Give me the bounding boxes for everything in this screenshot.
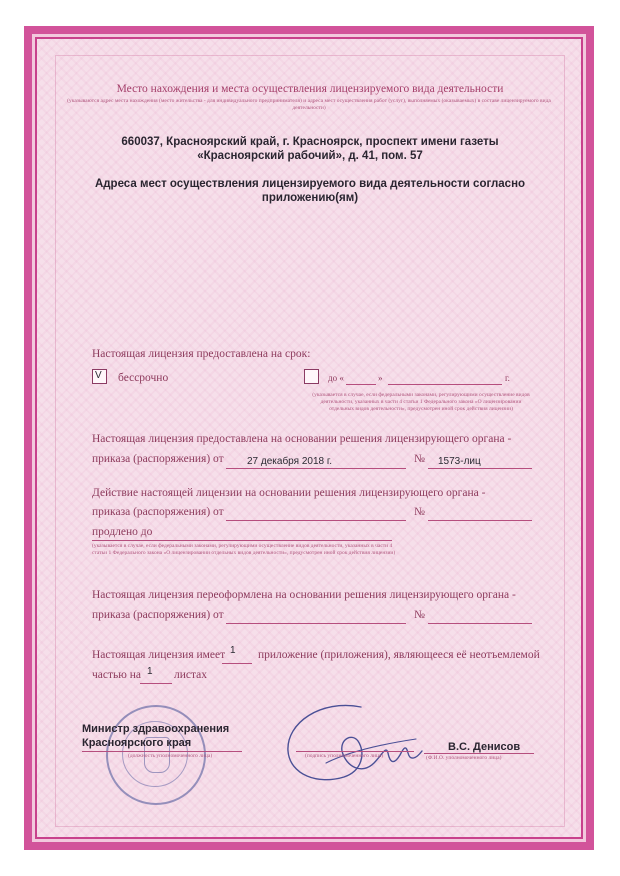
signer-position-line-2: Красноярского края [82,737,192,749]
location-heading: Место нахождения и места осуществления лицензируемого вида деятельности [116,83,504,95]
address-line-1: 660037, Красноярский край, г. Красноярск, проспект имени газеты [121,136,499,148]
extension-order-label: приказа (распоряжения) от [92,506,224,518]
handwritten-signature [266,693,436,793]
places-line-2: приложению(ям) [261,192,359,204]
attachments-suffix: приложение (приложения), являющееся её неотъемлемой [258,649,540,661]
address-line-2: «Красноярский рабочий», д. 41, пом. 57 [197,150,423,162]
attachments-count: 1 [230,645,236,656]
until-mid: » [378,373,383,383]
extension-line-1: Действие настоящей лицензии на основании решения лицензирующего органа - [92,487,486,499]
location-note: (указываются адрес места нахождения (место жительства - для индивидуального предпринимателя) и адреса мест осуществления работ (услуг), выполняемых (оказываемых) в составе лицензируемого вида деятельности) [67,98,551,111]
name-note: (Ф.И.О. уполномоченного лица) [426,755,502,761]
signer-name: В.С. Денисов [448,741,521,753]
basis-number: 1573-лиц [438,456,481,467]
reissue-number-label: № [414,609,425,621]
indefinite-label: бессрочно [118,372,169,384]
reissue-line-1: Настоящая лицензия переоформлена на основании решения лицензирующего органа - [92,589,516,601]
check-mark: V [95,370,102,381]
term-label: Настоящая лицензия предоставлена на срок: [92,348,311,360]
signature-note: (подпись уполномоченного лица) [305,753,384,759]
attachments-pages-suffix: листах [174,669,208,681]
basis-number-label: № [414,453,425,465]
extension-until-label: продлено до [92,526,153,538]
signer-position-line-1: Министр здравоохранения [82,723,230,735]
until-checkbox [304,369,319,384]
until-label: до « [328,373,344,383]
extension-note: (указывается в случае, если федеральными законами, регулирующими осуществление видов деятельности, указанных в части 4 статьи 1 Федерального закона «О лицензировании отдельных видов деятельности», предусмотрен иной срок действия лицензии) [92,543,396,556]
reissue-order-label: приказа (распоряжения) от [92,609,224,621]
attachments-pages: 1 [147,666,153,677]
extension-number-label: № [414,506,425,518]
until-note: (указывается в случае, если федеральными законами, регулирующими осуществление видов деятельности, указанных в части 4 статьи 1 Федерального закона «О лицензировании отдельных видов деятельности», предусмотрен иной срок действия лицензии) [312,392,530,412]
position-note: (должность уполномоченного лица) [128,753,213,759]
basis-order-label: приказа (распоряжения) от [92,453,224,465]
places-line-1: Адреса мест осуществления лицензируемого вида деятельности согласно [94,178,526,190]
until-year-suffix: г. [505,373,510,383]
attachments-prefix: Настоящая лицензия имеет [92,649,226,661]
indefinite-checkbox [92,369,107,384]
basis-date: 27 декабря 2018 г. [247,456,333,467]
basis-line-1: Настоящая лицензия предоставлена на основании решения лицензирующего органа - [92,433,512,445]
attachments-pages-prefix: частью на [92,669,141,681]
